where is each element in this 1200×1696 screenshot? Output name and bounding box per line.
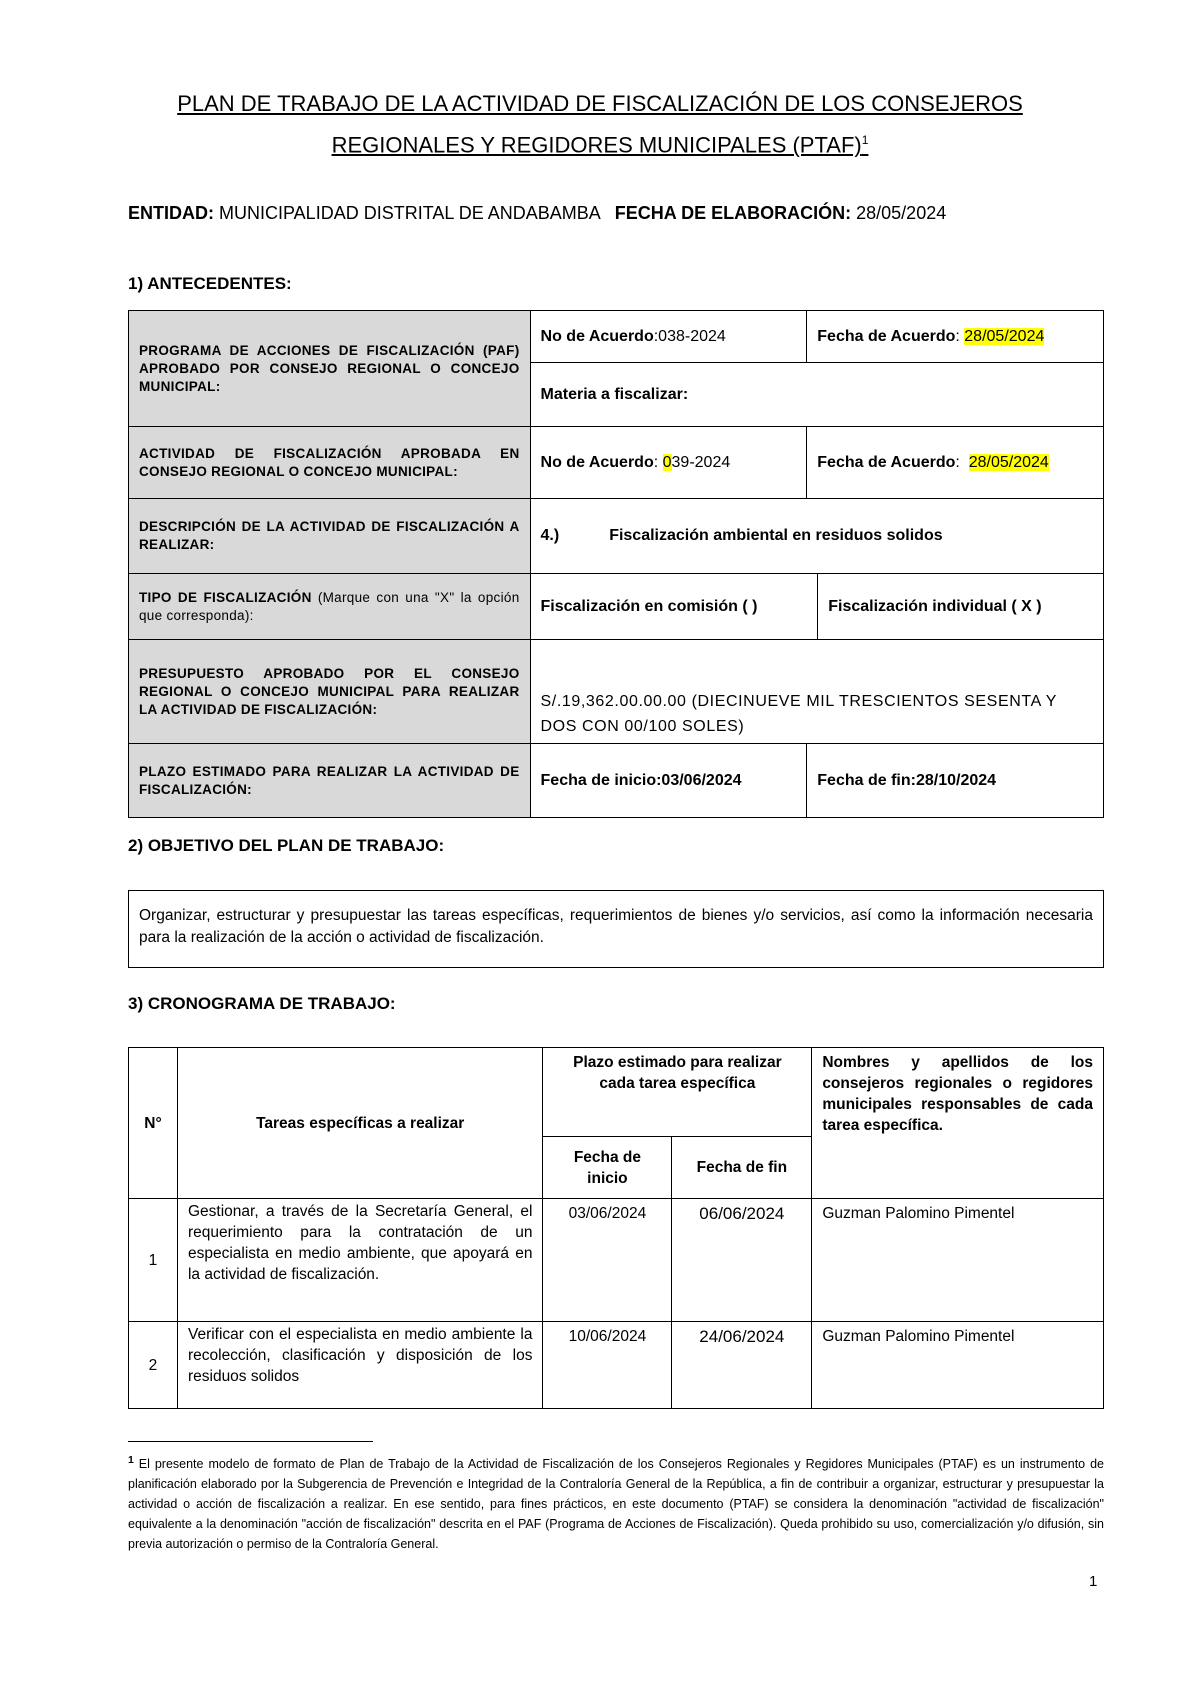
fecha-elaboracion-label: FECHA DE ELABORACIÓN: bbox=[614, 203, 852, 223]
tipo-individual: Fiscalización individual ( X ) bbox=[818, 574, 1104, 640]
footnote bbox=[128, 1451, 1104, 1554]
col-header-n: N° bbox=[129, 1048, 178, 1199]
col-header-plazo: Plazo estimado para realizar cada tarea específica bbox=[543, 1048, 812, 1137]
col-header-tareas: Tareas específicas a realizar bbox=[177, 1048, 542, 1199]
entidad-label: ENTIDAD: bbox=[128, 203, 214, 223]
row-responsable: Guzman Palomino Pimentel bbox=[812, 1322, 1104, 1409]
descripcion-label: DESCRIPCIÓN DE LA ACTIVIDAD DE FISCALIZACIÓN A REALIZAR: bbox=[129, 499, 531, 574]
paf-fecha-value: 28/05/2024 bbox=[964, 327, 1045, 345]
row-fin: 06/06/2024 bbox=[672, 1199, 812, 1322]
section-heading-cronograma: 3) CRONOGRAMA DE TRABAJO: bbox=[128, 994, 396, 1013]
document-title bbox=[60, 86, 1140, 163]
descripcion-value-cell: 4.) Fiscalización ambiental en residuos solidos bbox=[530, 499, 1103, 574]
row-number: 1 bbox=[129, 1199, 178, 1322]
paf-label: PROGRAMA DE ACCIONES DE FISCALIZACIÓN (PAF) APROBADO POR CONSEJO REGIONAL O CONCEJO MUNICIPAL: bbox=[129, 311, 531, 427]
title-line-2: REGIONALES Y REGIDORES MUNICIPALES (PTAF)$^1$ bbox=[331, 132, 869, 158]
plazo-inicio: Fecha de inicio:03/06/2024 bbox=[530, 744, 807, 818]
col-header-fin: Fecha de fin bbox=[672, 1137, 812, 1199]
col-header-responsables: Nombres y apellidos de los consejeros regionales o regidores municipales responsables de cada tarea específica. bbox=[812, 1048, 1104, 1199]
entidad-value: MUNICIPALIDAD DISTRITAL DE ANDABAMBA bbox=[219, 203, 600, 223]
section-heading-antecedentes: 1) ANTECEDENTES: bbox=[128, 274, 292, 293]
plazo-label: PLAZO ESTIMADO PARA REALIZAR LA ACTIVIDAD DE FISCALIZACIÓN: bbox=[129, 744, 531, 818]
row-tarea: Verificar con el especialista en medio ambiente la recolección, clasificación y disposición de los residuos solidos bbox=[177, 1322, 542, 1409]
table-row bbox=[129, 1322, 1104, 1409]
materia-cell: Materia a fiscalizar: bbox=[530, 363, 1103, 427]
footnote-ref: 1 bbox=[861, 133, 869, 147]
tipo-label-cell: TIPO DE FISCALIZACIÓN (Marque con una "X" la opción que corresponda): bbox=[129, 574, 531, 640]
section-heading-objetivo: 2) OBJETIVO DEL PLAN DE TRABAJO: bbox=[128, 836, 445, 855]
row-number: 2 bbox=[129, 1322, 178, 1409]
paf-fecha-cell: Fecha de Acuerdo: 28/05/2024 bbox=[807, 311, 1104, 363]
table-row bbox=[129, 1199, 1104, 1322]
act-fecha-cell: Fecha de Acuerdo: 28/05/2024 bbox=[807, 427, 1104, 499]
antecedentes-table bbox=[128, 310, 1104, 818]
row-responsable: Guzman Palomino Pimentel bbox=[812, 1199, 1104, 1322]
cronograma-table bbox=[128, 1047, 1104, 1409]
actividad-label: ACTIVIDAD DE FISCALIZACIÓN APROBADA EN CONSEJO REGIONAL O CONCEJO MUNICIPAL: bbox=[129, 427, 531, 499]
footnote-number: 1 bbox=[128, 1455, 134, 1466]
footnote-separator bbox=[128, 1441, 373, 1442]
fecha-elaboracion-value: 28/05/2024 bbox=[856, 203, 947, 223]
paf-acuerdo-cell: No de Acuerdo:038-2024 bbox=[530, 311, 807, 363]
plazo-fin: Fecha de fin:28/10/2024 bbox=[807, 744, 1104, 818]
footnote-text: El presente modelo de formato de Plan de Trabajo de la Actividad de Fiscalización de los Consejeros Regionales y Regidores Municipales (PTAF) es un instrumento de planificación elaborado por la Subgerencia de Prevención e Integridad de la Contraloría General de la República, a fin de contribuir a organizar, estructurar y presupuestar la actividad o acción de fiscalización a realizar. En ese sentido, para fines prácticos, en este documento (PTAF) se considera la denominación "actividad de fiscalización" equivalente a la denominación "acción de fiscalización" descrita en el PAF (Programa de Acciones de Fiscalización). Queda prohibido su uso, comercialización y/o difusión, sin previa autorización o permiso de la Contraloría General. bbox=[128, 1457, 1104, 1552]
row-inicio: 03/06/2024 bbox=[543, 1199, 672, 1322]
col-header-inicio: Fecha de inicio bbox=[543, 1137, 672, 1199]
title-line-1: PLAN DE TRABAJO DE LA ACTIVIDAD DE FISCALIZACIÓN DE LOS CONSEJEROS bbox=[177, 91, 1023, 116]
row-tarea: Gestionar, a través de la Secretaría General, el requerimiento para la contratación de un especialista en medio ambiente, que apoyará en la actividad de fiscalización. bbox=[177, 1199, 542, 1322]
row-fin: 24/06/2024 bbox=[672, 1322, 812, 1409]
objetivo-text: Organizar, estructurar y presupuestar las tareas específicas, requerimientos de bienes y/o servicios, así como la información necesaria para la realización de la acción o actividad de fiscalización. bbox=[128, 890, 1104, 968]
entity-line bbox=[128, 203, 946, 224]
presupuesto-label: PRESUPUESTO APROBADO POR EL CONSEJO REGIONAL O CONCEJO MUNICIPAL PARA REALIZAR LA ACTIVIDAD DE FISCALIZACIÓN: bbox=[129, 640, 531, 744]
act-fecha-value: 28/05/2024 bbox=[968, 453, 1049, 471]
tipo-comision: Fiscalización en comisión ( ) bbox=[530, 574, 818, 640]
page-number: 1 bbox=[1089, 1573, 1098, 1590]
row-inicio: 10/06/2024 bbox=[543, 1322, 672, 1409]
act-acuerdo-cell: No de Acuerdo: 039-2024 bbox=[530, 427, 807, 499]
presupuesto-value: S/.19,362.00.00.00 (DIECINUEVE MIL TRESCIENTOS SESENTA Y DOS CON 00/100 SOLES) bbox=[530, 640, 1103, 744]
